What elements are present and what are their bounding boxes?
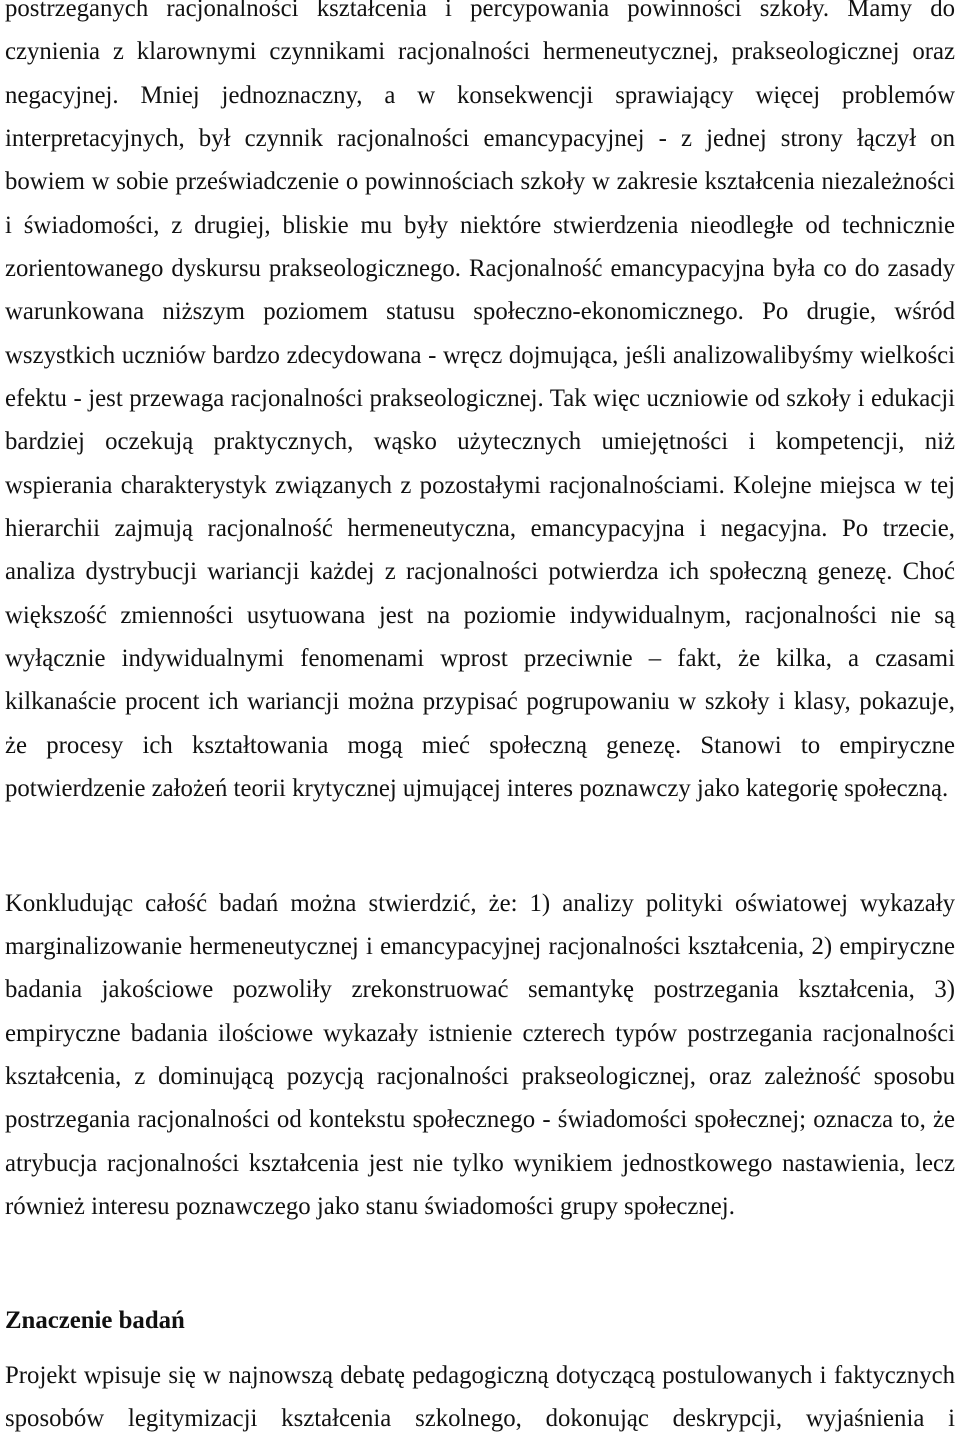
text-line: również interesu poznawczego jako stanu świadomości grupy społecznej. (5, 1192, 735, 1220)
text-line: wyłącznie indywidualnymi fenomenami wprost przeciwnie – fakt, że kilka, a czasami (5, 644, 955, 672)
text-line: Projekt wpisuje się w najnowszą debatę pedagogiczną dotyczącą postulowanych i faktycznych (5, 1361, 955, 1389)
text-line: wszystkich uczniów bardzo zdecydowana - wręcz dojmująca, jeśli analizowalibyśmy wielkości (5, 341, 955, 369)
text-line: analiza dystrybucji wariancji każdej z racjonalności potwierdza ich społeczną genezę. Choć (5, 558, 955, 586)
text-line: że procesy ich kształtowania mogą mieć społeczną genezę. Stanowi to empiryczne (5, 731, 955, 759)
text-line: marginalizowanie hermeneutycznej i emancypacyjnej racjonalności kształcenia, 2) empiryczne (5, 932, 955, 960)
text-line: kilkanaście procent ich wariancji można przypisać pogrupowaniu w szkoły i klasy, pokazuje, (5, 688, 955, 716)
text-line: hierarchii zajmują racjonalność hermeneutyczna, emancypacyjna i negacyjna. Po trzecie, (5, 514, 955, 542)
text-line: negacyjnej. Mniej jednoznaczny, a w konsekwencji sprawiający więcej problemów (5, 81, 955, 109)
text-line: większość zmienności usytuowana jest na poziomie indywidualnym, racjonalności nie są (5, 601, 955, 629)
text-line: zorientowanego dyskursu prakseologicznego. Racjonalność emancypacyjna była co do zasady (5, 254, 955, 282)
text-line: potwierdzenie założeń teorii krytycznej ujmującej interes poznawczy jako kategorię społeczną. (5, 774, 949, 802)
conclusion-paragraph (5, 890, 955, 1221)
text-line: wspierania charakterystyk związanych z pozostałymi racjonalnościami. Kolejne miejsca w tej (5, 471, 955, 499)
text-line: bowiem w sobie przeświadczenie o powinnościach szkoły w zakresie kształcenia niezależności (5, 168, 955, 196)
text-line: kształcenia, z dominującą pozycją racjonalności prakseologicznej, oraz zależność sposobu (5, 1062, 955, 1090)
continued-paragraph (5, 0, 955, 803)
text-line: bardziej oczekują praktycznych, wąsko użytecznych umiejętności i kompetencji, niż (5, 428, 955, 456)
text-line: empiryczne badania ilościowe wykazały istnienie czterech typów postrzegania racjonalności (5, 1019, 955, 1047)
section-heading: Znaczenie badań (5, 1306, 185, 1334)
text-line: warunkowana niższym poziomem statusu społeczno-ekonomicznego. Po drugie, wśród (5, 298, 955, 326)
text-line: efektu - jest przewaga racjonalności prakseologicznej. Tak więc uczniowie od szkoły i edukacji (5, 384, 955, 412)
text-line: Konkludując całość badań można stwierdzić, że: 1) analizy polityki oświatowej wykazały (5, 889, 955, 917)
text-line: postrzeganych racjonalności kształcenia i percypowania powinności szkoły. Mamy do (5, 0, 955, 22)
section-paragraph (5, 1362, 955, 1433)
text-line: badania jakościowe pozwoliły zrekonstruować semantykę postrzegania kształcenia, 3) (5, 976, 955, 1004)
text-line: czynienia z klarownymi czynnikami racjonalności hermeneutycznej, prakseologicznej oraz (5, 38, 955, 66)
text-line: sposobów legitymizacji kształcenia szkolnego, dokonując deskrypcji, wyjaśnienia i (5, 1404, 955, 1432)
text-line: atrybucja racjonalności kształcenia jest nie tylko wynikiem jednostkowego nastawienia, lecz (5, 1149, 955, 1177)
text-line: interpretacyjnych, był czynnik racjonalności emancypacyjnej - z jednej strony łączył on (5, 124, 955, 152)
text-line: postrzegania racjonalności od kontekstu społecznego - świadomości społecznej; oznacza to, że (5, 1106, 955, 1134)
text-line: i świadomości, z drugiej, bliskie mu były niektóre stwierdzenia nieodległe od technicznie (5, 211, 955, 239)
